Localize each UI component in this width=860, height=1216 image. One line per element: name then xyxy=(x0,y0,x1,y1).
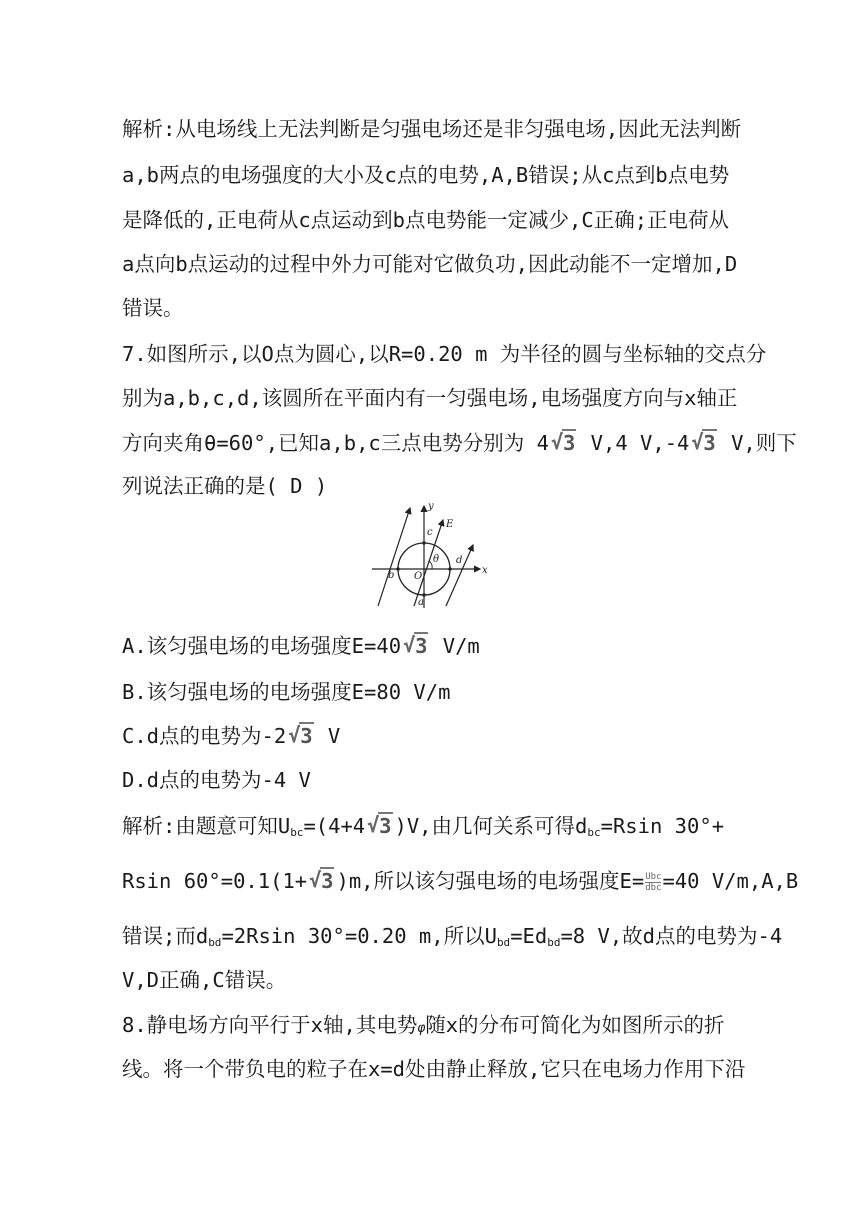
angle-arc xyxy=(429,561,432,569)
solution-6-line-1: 解析:从电场线上无法判断是匀强电场还是非匀强电场,因此无法判断 xyxy=(122,117,742,141)
sqrt-symbol: √ 3 xyxy=(309,867,334,895)
solution-6-line-2: a,b两点的电场强度的大小及c点的电势,A,B错误;从c点到b点电势 xyxy=(122,163,730,187)
question-7-line-4: 列说法正确的是( D ) xyxy=(122,474,328,498)
sqrt-symbol: √ 3 xyxy=(691,429,716,457)
solution-6-line-4: a点向b点运动的过程中外力可能对它做负功,因此动能不一定增加,D xyxy=(122,252,738,276)
point-d xyxy=(448,567,452,571)
sqrt-symbol: √ 3 xyxy=(288,722,313,750)
label-y: y xyxy=(428,501,434,512)
label-e: E xyxy=(446,519,454,530)
question-8-line-1: 8.静电场方向平行于x轴,其电势φ随x的分布可简化为如图所示的折 xyxy=(122,1013,725,1037)
label-theta: θ xyxy=(433,554,440,565)
sqrt-symbol: √ 3 xyxy=(367,812,392,840)
label-b: b xyxy=(388,570,395,581)
solution-6-line-5: 错误。 xyxy=(122,296,184,320)
question-7-line-2: 别为a,b,c,d,该圆所在平面内有一匀强电场,电场强度方向与x轴正 xyxy=(122,386,738,410)
solution-6-line-3: 是降低的,正电荷从c点运动到b点电势能一定减少,C正确;正电荷从 xyxy=(122,208,730,232)
sqrt-symbol: √ 3 xyxy=(551,429,576,457)
question-7-line-1: 7.如图所示,以O点为圆心,以R=0.20 m 为半径的圆与坐标轴的交点分 xyxy=(122,342,767,366)
label-a: a xyxy=(418,597,424,608)
solution-7-line-3: 错误;而$d_{bd}=2Rsin$ 30°=0.20 m,所以$U_{bd}=Ed_{bd}=8$ V,故d点的电势为-4 xyxy=(122,924,783,949)
field-line xyxy=(378,508,410,606)
question-7-line-3: 方向夹角θ=60°,已知a,b,c三点电势分别为 4√ 3 V,4 V,-4√ 3 V,则下 xyxy=(122,429,797,457)
question-8-line-2: 线。将一个带负电的粒子在x=d处由静止释放,它只在电场力作用下沿 xyxy=(122,1057,746,1081)
sqrt-symbol: √ 3 xyxy=(403,632,428,660)
option-c: C.d点的电势为-2√ 3 V xyxy=(122,722,340,750)
option-a: A.该匀强电场的电场强度E=40√ 3 V/m xyxy=(122,632,480,660)
point-b xyxy=(396,567,400,571)
label-d: d xyxy=(456,555,463,566)
point-c xyxy=(422,541,426,545)
circle-field-diagram xyxy=(370,500,492,610)
solution-7-line-4: V,D正确,C错误。 xyxy=(122,968,287,992)
option-d: D.d点的电势为-4 V xyxy=(122,768,311,792)
solution-7-line-2: Rsin 60°=0.1(1+√ 3 )m,所以该匀强电场的电场强度E= $\frac{\text{Ubc}}{\text{dbc}}$ =40 V/m,A,B xyxy=(122,867,798,895)
label-o: O xyxy=(414,571,423,582)
solution-7-line-1: 解析:由题意可知$U_{bc}=(4+4√$ 3 )V,由几何关系可得$d_{bc}=Rsin$ 30°+ xyxy=(122,812,724,847)
label-c: c xyxy=(427,527,433,538)
option-b: B.该匀强电场的电场强度E=80 V/m xyxy=(122,680,451,704)
label-x: x xyxy=(482,565,488,576)
fraction: $\frac{\text{Ubc}}{\text{dbc}}$ xyxy=(645,871,662,893)
